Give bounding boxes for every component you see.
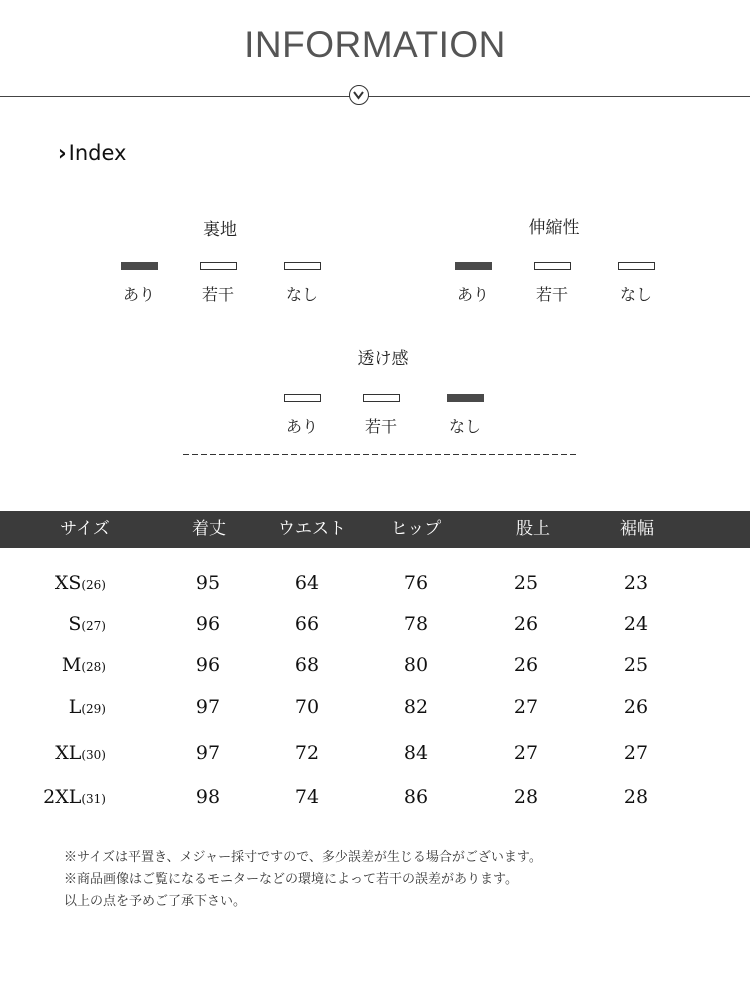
lining-option-jakkan — [198, 262, 238, 305]
option-label: なし — [285, 285, 318, 304]
size-cell — [0, 742, 106, 764]
header-divider — [0, 96, 750, 97]
indicator-bar — [121, 262, 158, 270]
option-label: あり — [456, 285, 489, 304]
header-size: サイズ — [60, 519, 110, 539]
option-label: なし — [448, 417, 481, 436]
sheerness-option-nashi — [445, 394, 485, 437]
size-cell — [0, 654, 106, 676]
header-hem-width: 裾幅 — [620, 519, 654, 539]
sheerness-option-jakkan — [361, 394, 401, 437]
table-cell: 76 — [403, 572, 429, 594]
option-label: あり — [285, 417, 318, 436]
header-waist: ウエスト — [278, 519, 346, 539]
indicator-bar — [200, 262, 237, 270]
table-cell: 70 — [294, 696, 320, 718]
stretch-option-nashi — [616, 262, 656, 305]
table-cell: 82 — [403, 696, 429, 718]
table-cell: 28 — [513, 786, 539, 808]
table-cell: 68 — [294, 654, 320, 676]
header-rise: 股上 — [516, 519, 550, 539]
table-cell: 72 — [294, 742, 320, 764]
option-label: 若干 — [535, 285, 568, 304]
table-cell: 80 — [403, 654, 429, 676]
option-label: あり — [122, 285, 155, 304]
stretch-option-jakkan — [532, 262, 572, 305]
dashed-divider — [183, 454, 578, 455]
table-cell: 23 — [623, 572, 649, 594]
size-table-header — [0, 511, 750, 548]
note-line-1: ※サイズは平置き、メジャー採寸ですので、多少誤差が生じる場合がございます。 — [64, 850, 542, 865]
stretch-option-ari — [453, 262, 493, 305]
note-line-2: ※商品画像はご覧になるモニターなどの環境によって若干の誤差があります。 — [64, 872, 518, 887]
lining-title: 裏地 — [203, 220, 237, 240]
table-cell: 25 — [513, 572, 539, 594]
chevron-down-circle-icon — [349, 85, 369, 105]
indicator-bar — [534, 262, 571, 270]
sheerness-option-ari — [282, 394, 322, 437]
table-cell: 27 — [623, 742, 649, 764]
note-line-3: 以上の点を予めご了承下さい。 — [64, 894, 247, 909]
size-number: (27) — [81, 619, 106, 633]
indicator-bar — [618, 262, 655, 270]
indicator-bar — [455, 262, 492, 270]
table-cell: 74 — [294, 786, 320, 808]
size-label: L — [68, 696, 82, 718]
table-cell: 26 — [623, 696, 649, 718]
table-cell: 26 — [513, 654, 539, 676]
size-label: XL — [55, 742, 82, 764]
table-cell: 84 — [403, 742, 429, 764]
header-length: 着丈 — [192, 519, 226, 539]
table-cell: 28 — [623, 786, 649, 808]
size-cell — [0, 786, 106, 808]
option-label: 若干 — [364, 417, 397, 436]
size-cell — [0, 572, 106, 594]
size-label: S — [68, 613, 82, 635]
size-label: XS — [54, 572, 82, 594]
index-heading — [58, 141, 126, 165]
table-cell: 97 — [195, 742, 221, 764]
size-label: M — [61, 654, 82, 676]
sheerness-title: 透け感 — [357, 349, 409, 369]
lining-option-nashi — [282, 262, 322, 305]
size-number: (31) — [81, 792, 106, 806]
table-cell: 95 — [195, 572, 221, 594]
indicator-bar — [447, 394, 484, 402]
size-number: (28) — [81, 660, 106, 674]
size-number: (30) — [81, 748, 106, 762]
table-cell: 26 — [513, 613, 539, 635]
table-cell: 96 — [195, 613, 221, 635]
table-cell: 27 — [513, 742, 539, 764]
size-number: (26) — [81, 578, 106, 592]
table-cell: 78 — [403, 613, 429, 635]
size-number: (29) — [81, 702, 106, 716]
table-cell: 66 — [294, 613, 320, 635]
table-cell: 86 — [403, 786, 429, 808]
size-cell — [0, 613, 106, 635]
table-cell: 64 — [294, 572, 320, 594]
indicator-bar — [284, 394, 321, 402]
size-label: 2XL — [43, 786, 82, 808]
table-cell: 27 — [513, 696, 539, 718]
stretch-title: 伸縮性 — [528, 218, 580, 238]
indicator-bar — [284, 262, 321, 270]
table-cell: 25 — [623, 654, 649, 676]
header-hip: ヒップ — [390, 519, 442, 539]
lining-option-ari — [119, 262, 159, 305]
table-cell: 97 — [195, 696, 221, 718]
table-cell: 24 — [623, 613, 649, 635]
index-arrow-icon: › — [58, 141, 67, 165]
table-cell: 98 — [195, 786, 221, 808]
indicator-bar — [363, 394, 400, 402]
page-title: INFORMATION — [244, 24, 506, 65]
index-label: Index — [68, 141, 127, 165]
option-label: 若干 — [201, 285, 234, 304]
option-label: なし — [619, 285, 652, 304]
size-cell — [0, 696, 106, 718]
table-cell: 96 — [195, 654, 221, 676]
